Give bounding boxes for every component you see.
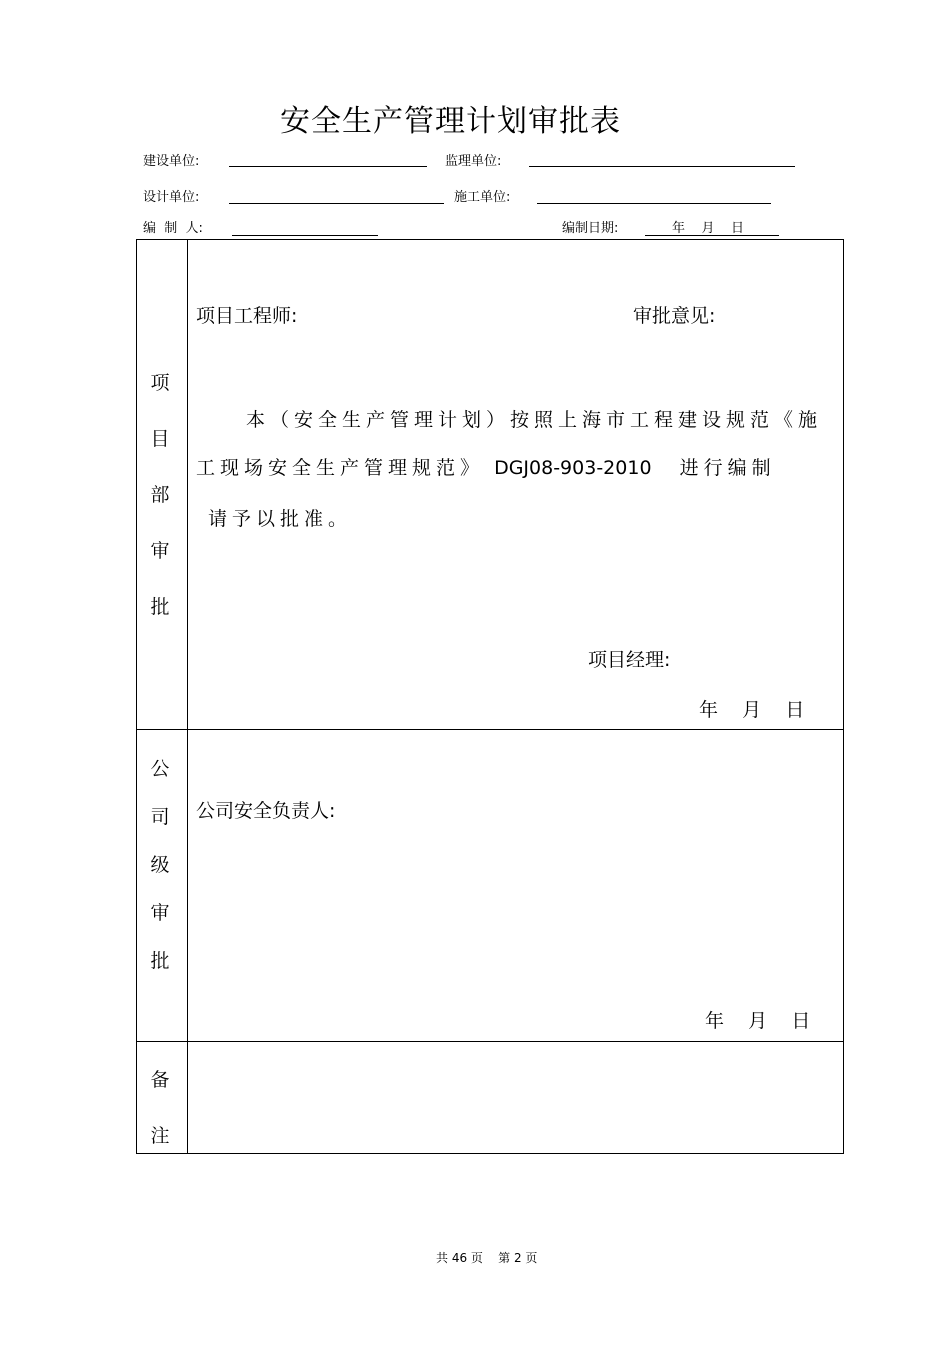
remarks-heading [140, 1052, 180, 1164]
heading-char: 目 [150, 428, 170, 450]
build-unit-label: 建设单位: [143, 154, 200, 169]
compile-date-value: 年 月 日 [672, 221, 745, 236]
compiler-label: 编 制 人: [143, 221, 203, 236]
construction-unit-field[interactable] [537, 203, 771, 204]
heading-char: 注 [150, 1125, 170, 1147]
heading-char: 审 [150, 902, 170, 924]
heading-char: 批 [150, 596, 170, 618]
company-approval-heading [140, 745, 180, 985]
heading-char: 公 [150, 758, 170, 780]
design-unit-field[interactable] [229, 203, 444, 204]
table-column-divider [187, 239, 188, 1154]
table-border-bottom [136, 1153, 844, 1154]
supervision-unit-field[interactable] [529, 166, 795, 167]
approval-body-line-2-text: 工现场安全生产管理规范》 [196, 457, 485, 479]
approval-body-line-3: 请予以批准。 [208, 508, 353, 530]
regulation-code: DGJ08-903-2010 [494, 457, 652, 479]
table-divider-2 [136, 1041, 844, 1042]
table-border-top [136, 239, 844, 240]
table-border-right [843, 239, 844, 1154]
compile-date-field[interactable] [645, 235, 779, 236]
heading-char: 部 [150, 484, 170, 506]
project-approval-date: 年 月 日 [699, 699, 805, 721]
heading-char: 备 [150, 1069, 170, 1091]
design-unit-label: 设计单位: [143, 190, 200, 205]
approval-opinion-label: 审批意见: [633, 305, 716, 327]
compile-date-label: 编制日期: [562, 221, 619, 236]
project-engineer-label: 项目工程师: [196, 305, 298, 327]
project-manager-label: 项目经理: [588, 649, 671, 671]
heading-char: 司 [150, 806, 170, 828]
compiler-field[interactable] [232, 235, 378, 236]
project-approval-heading [140, 355, 180, 635]
page-number: 共 46 页 第 2 页 [436, 1251, 538, 1265]
approval-body-line-1: 本（安全生产管理计划）按照上海市工程建设规范《施 [246, 409, 823, 431]
build-unit-field[interactable] [229, 166, 427, 167]
construction-unit-label: 施工单位: [454, 190, 511, 205]
heading-char: 项 [150, 372, 170, 394]
supervision-unit-label: 监理单位: [445, 154, 502, 169]
table-divider-1 [136, 729, 844, 730]
heading-char: 级 [150, 854, 170, 876]
approval-body-line-2 [196, 453, 776, 480]
heading-char: 批 [150, 950, 170, 972]
company-approval-date: 年 月 日 [705, 1010, 811, 1032]
approval-body-line-2-end: 进行编制 [679, 457, 776, 479]
company-safety-officer-label: 公司安全负责人: [196, 800, 336, 822]
page-title: 安全生产管理计划审批表 [280, 104, 621, 139]
table-border-left [136, 239, 137, 1154]
heading-char: 审 [150, 540, 170, 562]
